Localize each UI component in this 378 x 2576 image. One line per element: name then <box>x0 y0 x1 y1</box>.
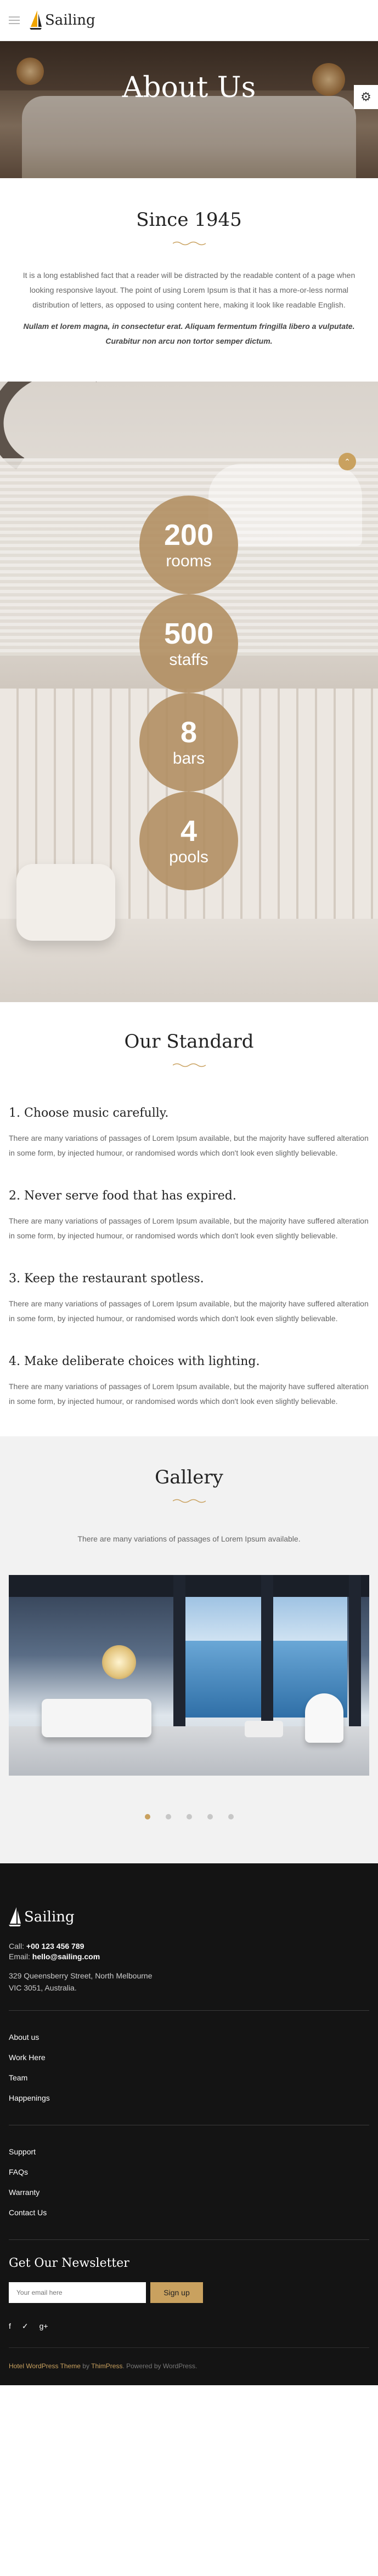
about-paragraph: It is a long established fact that a reader will be distracted by the readable content of a page when looking responsive layout. The point of using Lorem Ipsum is that it has a more-or-less normal distribution of letters, as opposed to using content here, making it look like readable English. <box>22 271 356 309</box>
stat-label: pools <box>169 848 208 866</box>
footer-credit <box>9 2347 369 2370</box>
footer-contact <box>9 1941 369 1962</box>
slide-dot[interactable] <box>187 1814 192 1819</box>
standard-heading: 1. Choose music carefully. <box>9 1106 169 1120</box>
gallery-section <box>0 1436 378 1863</box>
gallery-title: Gallery <box>155 1466 223 1488</box>
stat-number: 8 <box>180 716 198 749</box>
credit-author-link[interactable]: ThimPress <box>91 2362 123 2370</box>
footer-logo[interactable] <box>9 1907 369 1927</box>
standard-text: There are many variations of passages of Lorem Ipsum available, but the majority have suffered alteration in some form, by injected humour, or randomised words which don't look even slightly believable. <box>9 1134 369 1157</box>
credit-powered: . Powered by WordPress. <box>122 2362 198 2370</box>
facebook-icon[interactable]: f <box>9 2322 11 2330</box>
stat-circle <box>139 496 238 594</box>
wave-divider-icon <box>173 1062 206 1068</box>
email-label: Email: <box>9 1952 30 1961</box>
gallery-intro: There are many variations of passages of Lorem Ipsum available. <box>77 1534 301 1543</box>
sail-logo-icon <box>9 1907 21 1927</box>
about-title: Since 1945 <box>136 209 242 231</box>
standard-item <box>9 1355 369 1409</box>
stat-label: bars <box>172 749 205 767</box>
wave-divider-icon <box>173 1498 206 1504</box>
stat-circle <box>139 594 238 693</box>
standard-item <box>9 1189 369 1243</box>
footer-link-support[interactable]: Support <box>9 2147 36 2156</box>
phone-link[interactable]: +00 123 456 789 <box>26 1942 84 1951</box>
page-title: About Us <box>122 71 256 104</box>
gallery-pagination <box>9 1814 369 1819</box>
footer-link-faqs[interactable]: FAQs <box>9 2168 29 2176</box>
footer-link-happenings[interactable]: Happenings <box>9 2094 50 2102</box>
standard-heading: 3. Keep the restaurant spotless. <box>9 1272 204 1286</box>
footer-site-name: Sailing <box>24 1909 75 1925</box>
site-logo[interactable] <box>30 10 95 30</box>
slide-dot[interactable] <box>166 1814 171 1819</box>
stat-number: 4 <box>180 815 198 848</box>
newsletter <box>9 2256 369 2331</box>
footer-link-team[interactable]: Team <box>9 2073 28 2082</box>
stat-circle <box>139 693 238 792</box>
stat-label: staffs <box>169 651 208 669</box>
standard-section <box>0 1002 378 1436</box>
standard-text: There are many variations of passages of Lorem Ipsum available, but the majority have suffered alteration in some form, by injected humour, or randomised words which don't look even slightly believable. <box>9 1299 369 1323</box>
standard-text: There are many variations of passages of Lorem Ipsum available, but the majority have suffered alteration in some form, by injected humour, or randomised words which don't look even slightly believable. <box>9 1382 369 1406</box>
sail-logo-icon <box>30 10 42 30</box>
site-name: Sailing <box>45 12 95 29</box>
slide-dot[interactable] <box>145 1814 150 1819</box>
about-section <box>0 178 378 382</box>
hero-banner <box>0 41 378 178</box>
call-label: Call: <box>9 1942 25 1951</box>
stat-label: rooms <box>166 552 212 570</box>
newsletter-title: Get Our Newsletter <box>9 2256 129 2270</box>
stats-section <box>0 382 378 1002</box>
footer-link-contact-us[interactable]: Contact Us <box>9 2208 47 2217</box>
footer-links-primary <box>9 2027 369 2108</box>
slide-dot[interactable] <box>207 1814 213 1819</box>
wave-divider-icon <box>173 241 206 246</box>
address-line: 329 Queensberry Street, North Melbourne <box>9 1971 153 1980</box>
newsletter-email-input[interactable] <box>9 2282 146 2303</box>
settings-gear-icon[interactable]: ⚙ <box>354 85 378 109</box>
newsletter-form <box>9 2282 369 2303</box>
about-emphasis: Nullam et lorem magna, in consectetur erat. Aliquam fermentum fringilla libero a vulputate. Curabitur non arcu non tortor semper dictum. <box>23 322 355 345</box>
scroll-up-icon[interactable]: ⌃ <box>338 453 356 470</box>
standard-heading: 4. Make deliberate choices with lighting. <box>9 1355 260 1368</box>
standard-heading: 2. Never serve food that has expired. <box>9 1189 236 1203</box>
social-links <box>9 2322 369 2331</box>
address-line: VIC 3051, Australia. <box>9 1983 77 1992</box>
twitter-icon[interactable]: ✓ <box>21 2322 29 2330</box>
newsletter-signup-button[interactable]: Sign up <box>150 2282 203 2303</box>
stat-circle <box>139 792 238 890</box>
gallery-slide-image[interactable] <box>9 1575 369 1776</box>
footer-link-warranty[interactable]: Warranty <box>9 2188 40 2197</box>
standard-text: There are many variations of passages of Lorem Ipsum available, but the majority have suffered alteration in some form, by injected humour, or randomised words which don't look even slightly believable. <box>9 1216 369 1240</box>
footer-link-work-here[interactable]: Work Here <box>9 2053 46 2062</box>
menu-icon[interactable] <box>9 16 20 24</box>
footer-link-about-us[interactable]: About us <box>9 2033 40 2042</box>
site-header <box>0 0 378 41</box>
site-footer <box>0 1863 378 2385</box>
email-link[interactable]: hello@sailing.com <box>32 1952 100 1961</box>
slide-dot[interactable] <box>228 1814 234 1819</box>
standard-title: Our Standard <box>124 1031 254 1053</box>
credit-by: by <box>82 2362 89 2370</box>
stat-number: 500 <box>163 617 214 650</box>
standard-item <box>9 1106 369 1161</box>
google-plus-icon[interactable]: g+ <box>39 2322 48 2330</box>
standard-item <box>9 1272 369 1326</box>
credit-theme-link[interactable]: Hotel WordPress Theme <box>9 2362 81 2370</box>
footer-address <box>9 1970 369 1994</box>
stat-number: 200 <box>163 519 214 551</box>
footer-links-secondary <box>9 2142 369 2223</box>
